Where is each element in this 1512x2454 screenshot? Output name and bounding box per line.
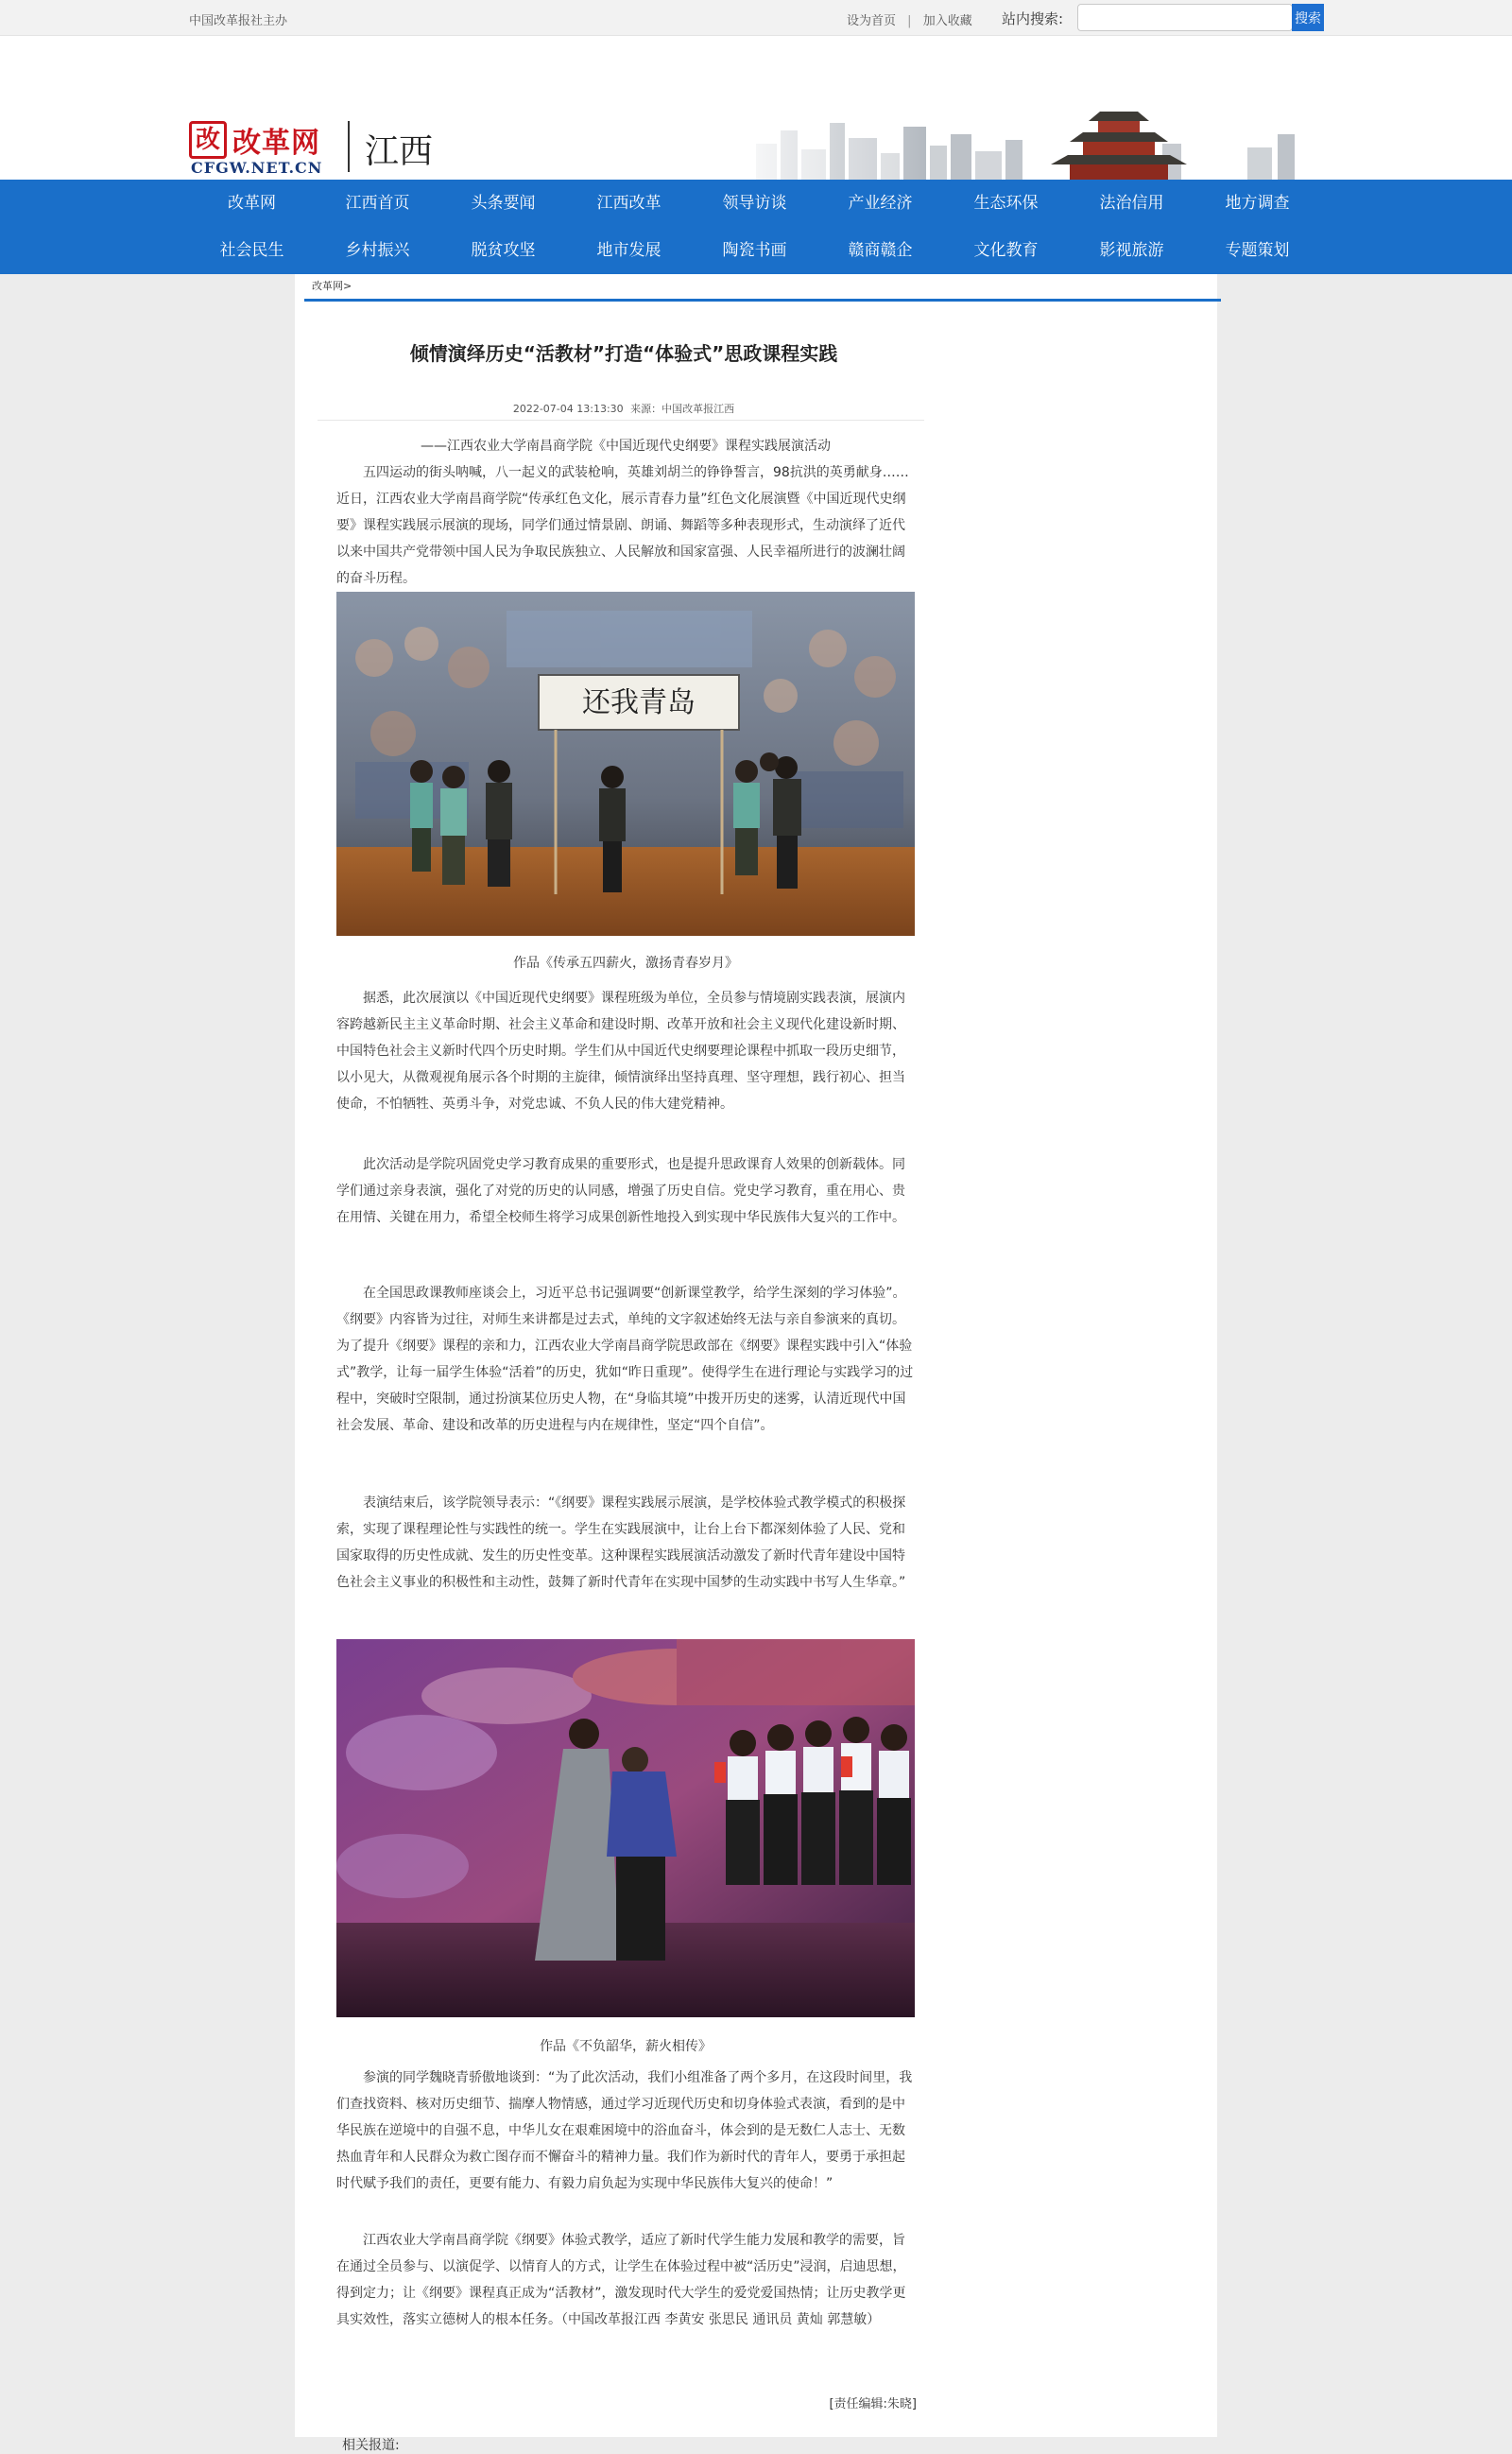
nav-item-ceramics-art[interactable]: 陶瓷书画 xyxy=(722,241,787,260)
article-paragraph-6: 参演的同学魏晓青骄傲地谈到：“为了此次活动，我们小组准备了两个多月，在这段时间里，我们查找资料、核对历史细节、揣摩人物情感，通过学习近现代历史和切身体验式表演，看到的是中华民族在逆境中的自强不息，中华儿女在艰难困境中的浴血奋斗，体会到的是无数仁人志士、无数热血青年和人民群众为救亡图存而不懈奋斗的精神力量。我们作为新时代的青年人，要勇于承担起时代赋予我们的责任，更要有能力、有毅力肩负起为实现中华民族伟大复兴的使命！” xyxy=(336,2070,913,2191)
nav-item-city-development[interactable]: 地市发展 xyxy=(596,241,662,260)
nav-row-2 xyxy=(189,227,1323,274)
article-source: 来源：中国改革报江西 xyxy=(630,403,735,415)
nav-item-ecology[interactable]: 生态环保 xyxy=(973,194,1039,213)
nav-item-gaigewang[interactable]: 改革网 xyxy=(228,194,276,213)
nav-item-poverty[interactable]: 脱贫攻坚 xyxy=(471,241,536,260)
search-button[interactable]: 搜索 xyxy=(1292,4,1324,31)
breadcrumb[interactable]: 改革网> xyxy=(312,280,352,292)
nav-item-gan-business[interactable]: 赣商赣企 xyxy=(848,241,913,260)
article-paragraph-4: 在全国思政课教师座谈会上，习近平总书记强调要“创新课堂教学，给学生深刻的学习体验”。《纲要》内容皆为过往，对师生来讲都是过去式，单纯的文字叙述始终无法与亲自参演来的真切。为了提升《纲要》课程的亲和力，江西农业大学南昌商学院思政部在《纲要》课程实践中引入“体验式”教学，让每一届学生体验“活着”的历史，犹如“昨日重现”。使得学生在进行理论与实践学习的过程中，突破时空限制，通过扮演某位历史人物，在“身临其境”中拨开历史的迷雾，认清近现代中国社会发展、革命、建设和改革的历史进程与内在规律性，坚定“四个自信”。 xyxy=(336,1286,914,1433)
logo-name[interactable]: 改革网 xyxy=(232,127,320,160)
editor-credit: [责任编辑:朱晓] xyxy=(829,2397,917,2411)
search-label: 站内搜索: xyxy=(1002,10,1064,27)
main-content xyxy=(295,274,1217,2453)
region-title: 江西 xyxy=(365,132,434,171)
article-subtitle: ——江西农业大学南昌商学院《中国近现代史纲要》课程实践展演活动 xyxy=(421,439,831,454)
add-favorite-link[interactable]: 加入收藏 xyxy=(922,14,972,28)
article-paragraph-2: 据悉，此次展演以《中国近现代史纲要》课程班级为单位，全员参与情境剧实践表演，展演内容跨越新民主主义革命时期、社会主义革命和建设时期、改革开放和社会主义现代化建设新时期、中国特色社会主义新时代四个历史时期。学生们从中国近代史纲要理论课程中抓取一段历史细节，以小见大，从微观视角展示各个时期的主旋律，倾情演绎出坚持真理、坚守理想，践行初心、担当使命，不怕牺牲、英勇斗争，对党忠诚、不负人民的伟大建党精神。 xyxy=(336,991,905,1112)
logo-icon[interactable]: 改 xyxy=(189,121,227,159)
article-meta xyxy=(312,401,936,416)
link-separator: | xyxy=(907,14,912,28)
article-paragraph-7: 江西农业大学南昌商学院《纲要》体验式教学，适应了新时代学生能力发展和教学的需要，旨在通过全员参与、以演促学、以情育人的方式，让学生在体验过程中被“活历史”浸润，启迪思想，得到定力；让《纲要》课程真正成为“活教材”，激发现时代大学生的爱党爱国热情；让历史教学更具实效性，落实立德树人的根本任务。（中国改革报江西 李黄安 张思民 通讯员 黄灿 郭慧敏） xyxy=(336,2233,906,2327)
article-paragraph-3: 此次活动是学院巩固党史学习教育成果的重要形式，也是提升思政课育人效果的创新载体。同学们通过亲身表演，强化了对党的历史的认同感，增强了历史自信。党史学习教育，重在用心、贵在用情、关键在用力，希望全校师生将学习成果创新性地投入到实现中华民族伟大复兴的工作中。 xyxy=(336,1157,905,1225)
breadcrumb-rule xyxy=(304,299,1221,302)
nav-item-film-tourism[interactable]: 影视旅游 xyxy=(1099,241,1164,260)
photo-banner-text: 还我青岛 xyxy=(582,686,696,719)
article-title: 倾情演绎历史“活教材”打造“体验式”思政课程实践 xyxy=(409,342,838,365)
nav-item-jiangxi-home[interactable]: 江西首页 xyxy=(345,194,410,213)
article-photo-1 xyxy=(336,592,915,936)
set-home-link[interactable]: 设为首页 xyxy=(847,14,897,28)
search-input[interactable] xyxy=(1077,4,1293,31)
meta-divider xyxy=(318,420,924,421)
stage-photo-youth xyxy=(336,1639,915,2017)
nav-item-law-credit[interactable]: 法治信用 xyxy=(1099,194,1164,213)
nav-item-industry-economy[interactable]: 产业经济 xyxy=(848,194,913,213)
article-paragraph-1: 五四运动的街头呐喊，八一起义的武装枪响，英雄刘胡兰的铮铮誓言，98抗洪的英勇献身……近日，江西农业大学南昌商学院“传承红色文化，展示青春力量”红色文化展演暨《中国近现代史纲要》课程实践展示展演的现场，同学们通过情景剧、朗诵、舞蹈等多种表现形式，生动演绎了近代以来中国共产党带领中国人民为争取民族独立、人民解放和国家富强、人民幸福所进行的波澜壮阔的奋斗历程。 xyxy=(336,465,909,586)
nav-item-local-survey[interactable]: 地方调查 xyxy=(1225,194,1290,213)
top-bar xyxy=(0,0,1512,36)
nav-row-1 xyxy=(189,180,1323,227)
main-nav xyxy=(0,180,1512,274)
nav-item-headlines[interactable]: 头条要闻 xyxy=(471,194,536,213)
stage-photo-may-fourth xyxy=(336,592,915,936)
related-reports-label: 相关报道: xyxy=(342,2438,400,2453)
nav-item-livelihood[interactable]: 社会民生 xyxy=(219,241,284,260)
photo-2-caption: 作品《不负韶华，薪火相传》 xyxy=(540,2039,712,2054)
host-text: 中国改革报社主办 xyxy=(189,14,288,28)
article-date: 2022-07-04 13:13:30 xyxy=(512,403,624,415)
nav-item-jiangxi-reform[interactable]: 江西改革 xyxy=(596,194,662,213)
logo-divider xyxy=(348,121,350,172)
nav-item-special-topics[interactable]: 专题策划 xyxy=(1225,241,1290,260)
photo-1-caption: 作品《传承五四薪火，激扬青春岁月》 xyxy=(513,956,738,971)
logo-domain: CFGW.NET.CN xyxy=(191,159,323,177)
site-header xyxy=(0,36,1512,180)
nav-item-leader-interviews[interactable]: 领导访谈 xyxy=(722,194,787,213)
skyline-illustration xyxy=(718,106,1319,191)
top-links xyxy=(847,10,972,28)
nav-item-rural-revival[interactable]: 乡村振兴 xyxy=(345,241,410,260)
nav-item-culture-education[interactable]: 文化教育 xyxy=(973,241,1039,260)
article-photo-2 xyxy=(336,1639,915,2017)
article-paragraph-5: 表演结束后，该学院领导表示：“《纲要》课程实践展示展演，是学校体验式教学模式的积极探索，实现了课程理论性与实践性的统一。学生在实践展演中，让台上台下都深刻体验了人民、党和国家取得的历史性成就、发生的历史性变革。这种课程实践展演活动激发了新时代青年建设中国特色社会主义事业的积极性和主动性，鼓舞了新时代青年在实现中国梦的生动实践中书写人生华章。” xyxy=(336,1495,906,1590)
